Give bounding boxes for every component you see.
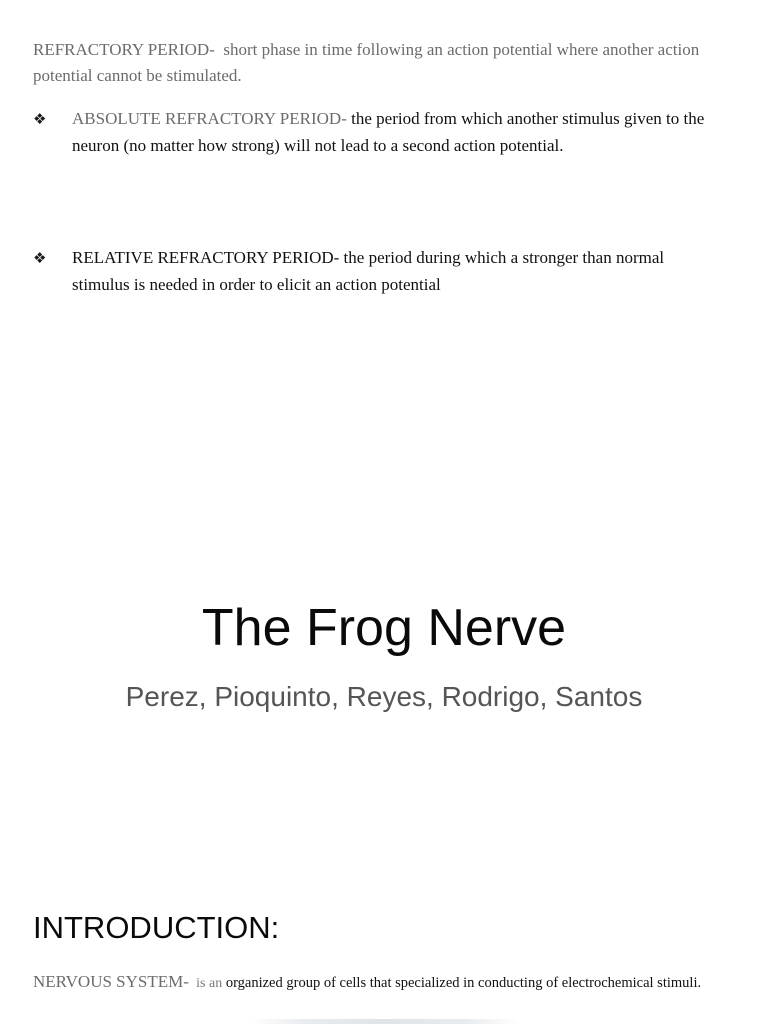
absolute-refractory-term: ABSOLUTE REFRACTORY PERIOD- [72,109,347,128]
nervous-system-connector: is an [196,976,223,991]
slide-title: The Frog Nerve [201,599,567,657]
slide-authors: Perez, Pioquinto, Reyes, Rodrigo, Santos [125,681,643,712]
introduction-heading: INTRODUCTION: [33,910,280,945]
refractory-period-paragraph [33,37,723,89]
refractory-period-term: REFRACTORY PERIOD- [33,40,215,59]
bullet-absolute-refractory [33,106,723,159]
partial-image-top-edge [250,1019,520,1024]
diamond-bullet-icon: ❖ [33,110,47,128]
refractory-period-definition: short phase in time following an action potential where another action potential cannot be stimulated. [33,40,700,85]
nervous-system-term: NERVOUS SYSTEM- [33,972,189,991]
nervous-system-definition: organized group of cells that specialized in conducting of electrochemical stimuli. [225,975,702,991]
relative-refractory-term: RELATIVE REFRACTORY PERIOD- [72,248,340,267]
absolute-refractory-definition: the period from which another stimulus given to the neuron (no matter how strong) will not lead to a second action potential. [72,109,705,155]
bullet-relative-refractory [33,245,723,298]
nervous-system-paragraph [33,970,733,995]
diamond-bullet-icon: ❖ [33,249,47,267]
relative-refractory-definition: the period during which a stronger than normal stimulus is needed in order to elicit an action potential [72,248,665,294]
